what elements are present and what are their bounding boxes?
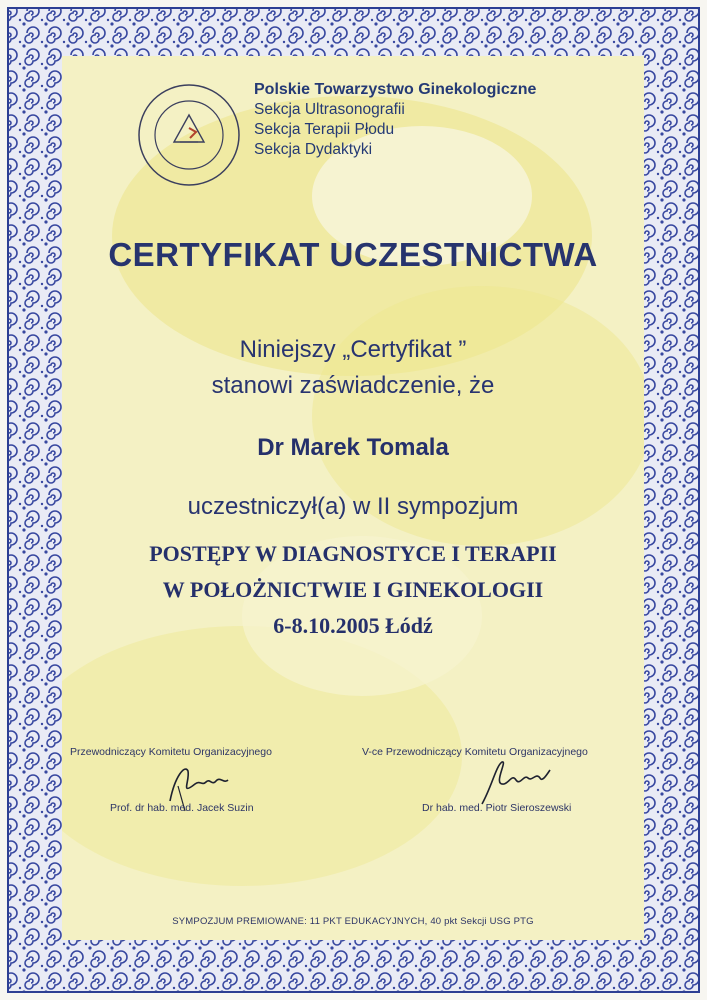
signature-role-right: V-ce Przewodniczący Komitetu Organizacyjnego [362,746,588,758]
participation-line: uczestniczył(a) w II sympozjum [187,493,519,520]
signature-name-right: Dr hab. med. Piotr Sieroszewski [422,802,572,814]
organization-header [134,76,614,196]
event-title-line-1: POSTĘPY W DIAGNOSTYCE I TERAPII [149,541,557,566]
certificate-panel [62,56,644,940]
ptg-seal-icon [134,80,244,190]
footer-note: SYMPOZJUM PREMIOWANE: 11 PKT EDUKACYJNYCH, 40 pkt Sekcji USG PTG [172,916,534,927]
intro-line-1: Niniejszy „Certyfikat ” [239,336,467,363]
certificate-title: CERTYFIKAT UCZESTNICTWA [108,236,598,273]
signature-role-left: Przewodniczący Komitetu Organizacyjnego [70,746,272,758]
section-didactics: Sekcja Dydaktyki [254,141,373,158]
event-date-place: 6-8.10.2005 Łódź [273,613,433,638]
organization-block [254,80,614,160]
section-ultrasound: Sekcja Ultrasonografii [254,101,405,118]
recipient-name: Dr Marek Tomala [257,434,449,461]
organization-name: Polskie Towarzystwo Ginekologiczne [254,81,537,98]
event-title-line-2: W POŁOŻNICTWIE I GINEKOLOGII [162,577,544,602]
signature-name-left: Prof. dr hab. med. Jacek Suzin [110,802,254,814]
intro-line-2: stanowi zaświadczenie, że [211,372,495,399]
section-fetal-therapy: Sekcja Terapii Płodu [254,121,395,138]
